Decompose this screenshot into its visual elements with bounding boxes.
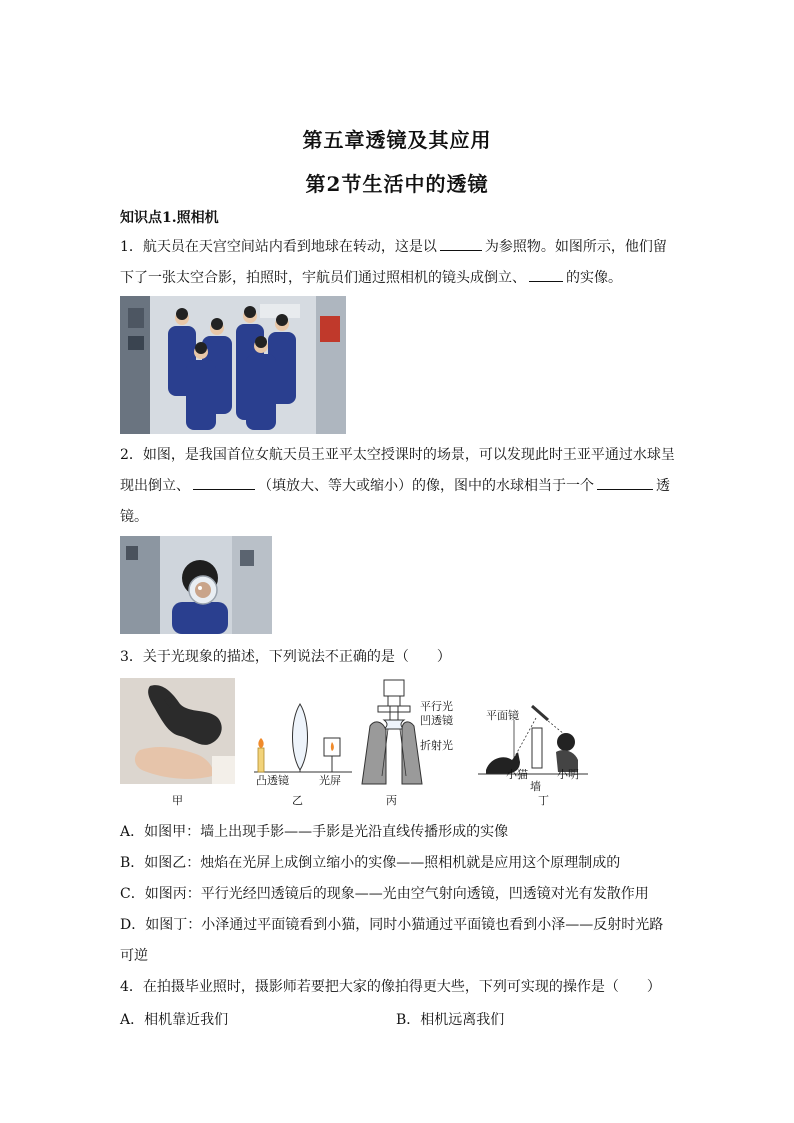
fig-label-parallel-light: 平行光 [420, 700, 453, 713]
q3-option-a[interactable]: A．如图甲：墙上出现手影——手影是光沿直线传播形成的实像 [120, 824, 509, 840]
q2-text-4: 透 [656, 478, 670, 494]
astronaut-group-photo [120, 296, 346, 434]
section-heading: 知识点1.照相机 [120, 210, 219, 226]
question-3-stem: 3．关于光现象的描述，下列说法不正确的是（ ） [120, 649, 451, 665]
q1-text-3: 下了一张太空合影，拍照时，宇航员们通过照相机的镜头成倒立、 [120, 270, 526, 286]
hand-shadow-photo [120, 678, 235, 784]
fig-label-bing: 丙 [386, 794, 397, 807]
q2-blank-1[interactable] [193, 474, 255, 490]
question-4-stem: 4．在拍摄毕业照时，摄影师若要把大家的像拍得更大些，下列可实现的操作是（ ） [120, 979, 661, 995]
q3-option-b[interactable]: B．如图乙：烛焰在光屏上成倒立缩小的实像——照相机就是应用这个原理制成的 [120, 855, 621, 871]
lesson-title: 第2节生活中的透镜 [305, 172, 489, 196]
q2-text-3: （填放大、等大或缩小）的像，图中的水球相当于一个 [258, 478, 594, 494]
water-ball-photo [120, 536, 272, 634]
question-1 [120, 232, 676, 294]
q2-text-2: 现出倒立、 [120, 478, 190, 494]
fig-label-wall: 墙 [530, 780, 541, 793]
fig-label-yi: 乙 [292, 794, 303, 807]
q3-option-d[interactable]: D．如图丁：小泽通过平面镜看到小猫，同时小猫通过平面镜也看到小泽——反射时光路 [120, 917, 664, 933]
fig-label-plane-mirror: 平面镜 [486, 709, 519, 722]
q3-option-c[interactable]: C．如图丙：平行光经凹透镜后的现象——光由空气射向透镜，凹透镜对光有发散作用 [120, 886, 649, 902]
q4-option-a[interactable]: A．相机靠近我们 [120, 1012, 229, 1028]
fig-label-refracted-light: 折射光 [420, 739, 453, 752]
question-2 [120, 440, 676, 533]
fig-label-cat: 小猫 [506, 768, 528, 781]
q1-text-2: 为参照物。如图所示，他们留 [484, 239, 667, 255]
q4-option-b[interactable]: B．相机远离我们 [396, 1012, 505, 1028]
q2-blank-2[interactable] [597, 474, 653, 490]
q1-blank-2[interactable] [529, 266, 563, 282]
q3-option-d-cont: 可逆 [120, 948, 148, 964]
fig-label-xiaoming: 小明 [557, 768, 579, 781]
q2-text-1: 2．如图，是我国首位女航天员王亚平太空授课时的场景，可以发现此时王亚平通过水球呈 [120, 447, 675, 463]
q1-blank-1[interactable] [440, 235, 482, 251]
concave-lens-diagram [352, 676, 432, 788]
q2-text-5: 镜。 [120, 509, 148, 525]
fig-label-jia: 甲 [172, 794, 183, 807]
q1-text-4: 的实像。 [566, 270, 622, 286]
fig-label-ding: 丁 [538, 794, 549, 807]
fig-label-screen: 光屏 [319, 774, 341, 787]
fig-label-concave-lens: 凹透镜 [420, 714, 453, 727]
chapter-title: 第五章透镜及其应用 [302, 128, 492, 152]
convex-lens-diagram [248, 676, 358, 786]
fig-label-convex-lens: 凸透镜 [256, 774, 289, 787]
q1-text-1: 1．航天员在天宫空间站内看到地球在转动，这是以 [120, 239, 437, 255]
